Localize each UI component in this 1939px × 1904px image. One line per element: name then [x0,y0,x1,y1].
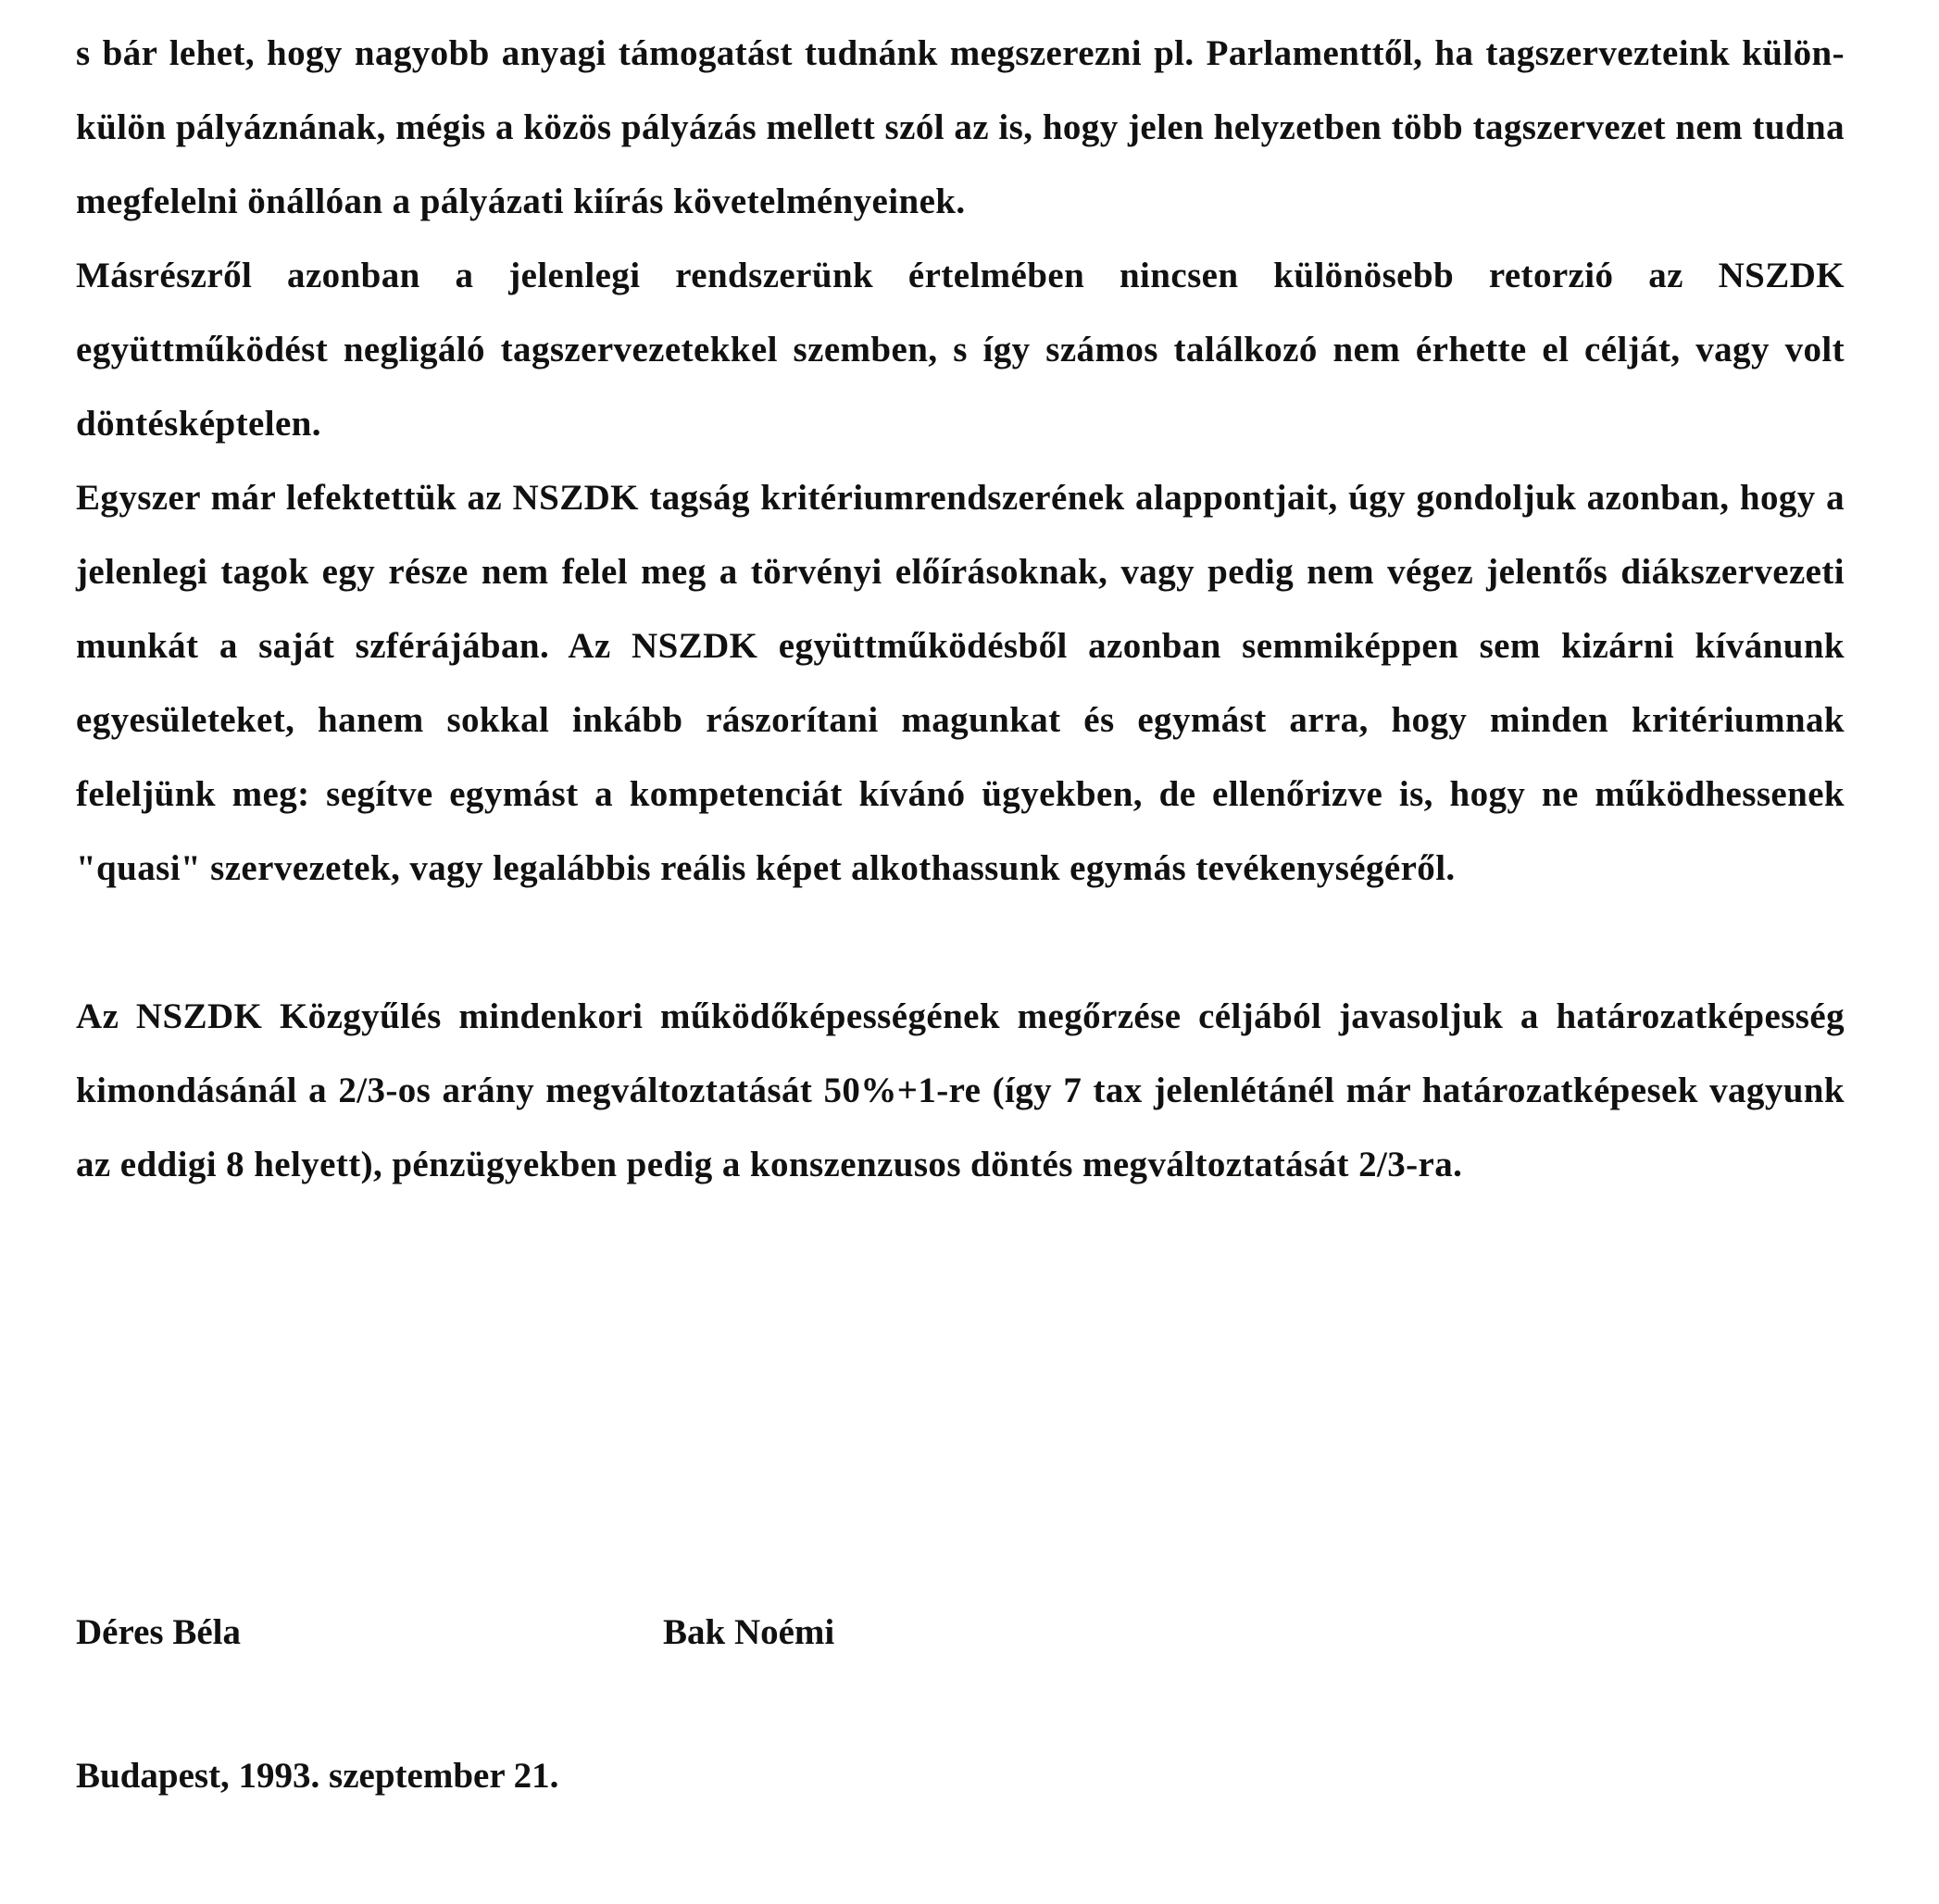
document-body [76,17,1845,1202]
paragraph-membership-criteria: Egyszer már lefektettük az NSZDK tagság kritériumrendszerének alappontjait, úgy gondoljuk azonban, hogy a jelenlegi tagok egy része nem felel meg a törvényi előírásoknak, vagy pedig nem végez jelentős diákszervezeti munkát a saját szférájában. Az NSZDK együttműködésből azonban semmiképpen sem kizárni kívánunk egyesületeket, hanem sokkal inkább rászorítani magunkat és egymást arra, hogy minden kritériumnak feleljünk meg: segítve egymást a kompetenciát kívánó ügyekben, de ellenőrizve is, hogy ne működhessenek "quasi" szervezetek, vagy legalábbis reális képet alkothassunk egymás tevékenységéről. [76,478,1845,888]
signature-right: Bak Noémi [663,1612,835,1652]
place-date: Budapest, 1993. szeptember 21. [76,1756,559,1796]
paragraph-retorsion: Másrészről azonban a jelenlegi rendszerünk értelmében nincsen különösebb retorzió az NSZDK együttműködést negligáló tagszervezetekkel szemben, s így számos találkozó nem érhette el célját, vagy volt döntésképtelen. [76,256,1845,444]
paragraph-quorum-proposal: Az NSZDK Közgyűlés mindenkori működőképességének megőrzése céljából javasoljuk a határozatképesség kimondásánál a 2/3-os arány megváltoztatását 50%+1-re (így 7 tax jelenlétánél már határozatképesek vagyunk az eddigi 8 helyett), pénzügyekben pedig a konszenzusos döntés megváltoztatását 2/3-ra. [76,996,1845,1184]
paragraph-spacer [76,906,1845,980]
paragraph-funding: s bár lehet, hogy nagyobb anyagi támogatást tudnánk megszerezni pl. Parlamenttől, ha tagszervezteink külön-külön pályáznának, mégis a közös pályázás mellett szól az is, hogy jelen helyzetben több tagszervezet nem tudna megfelelni önállóan a pályázati kiírás követelményeinek. [76,33,1845,221]
signature-left: Déres Béla [76,1612,241,1652]
